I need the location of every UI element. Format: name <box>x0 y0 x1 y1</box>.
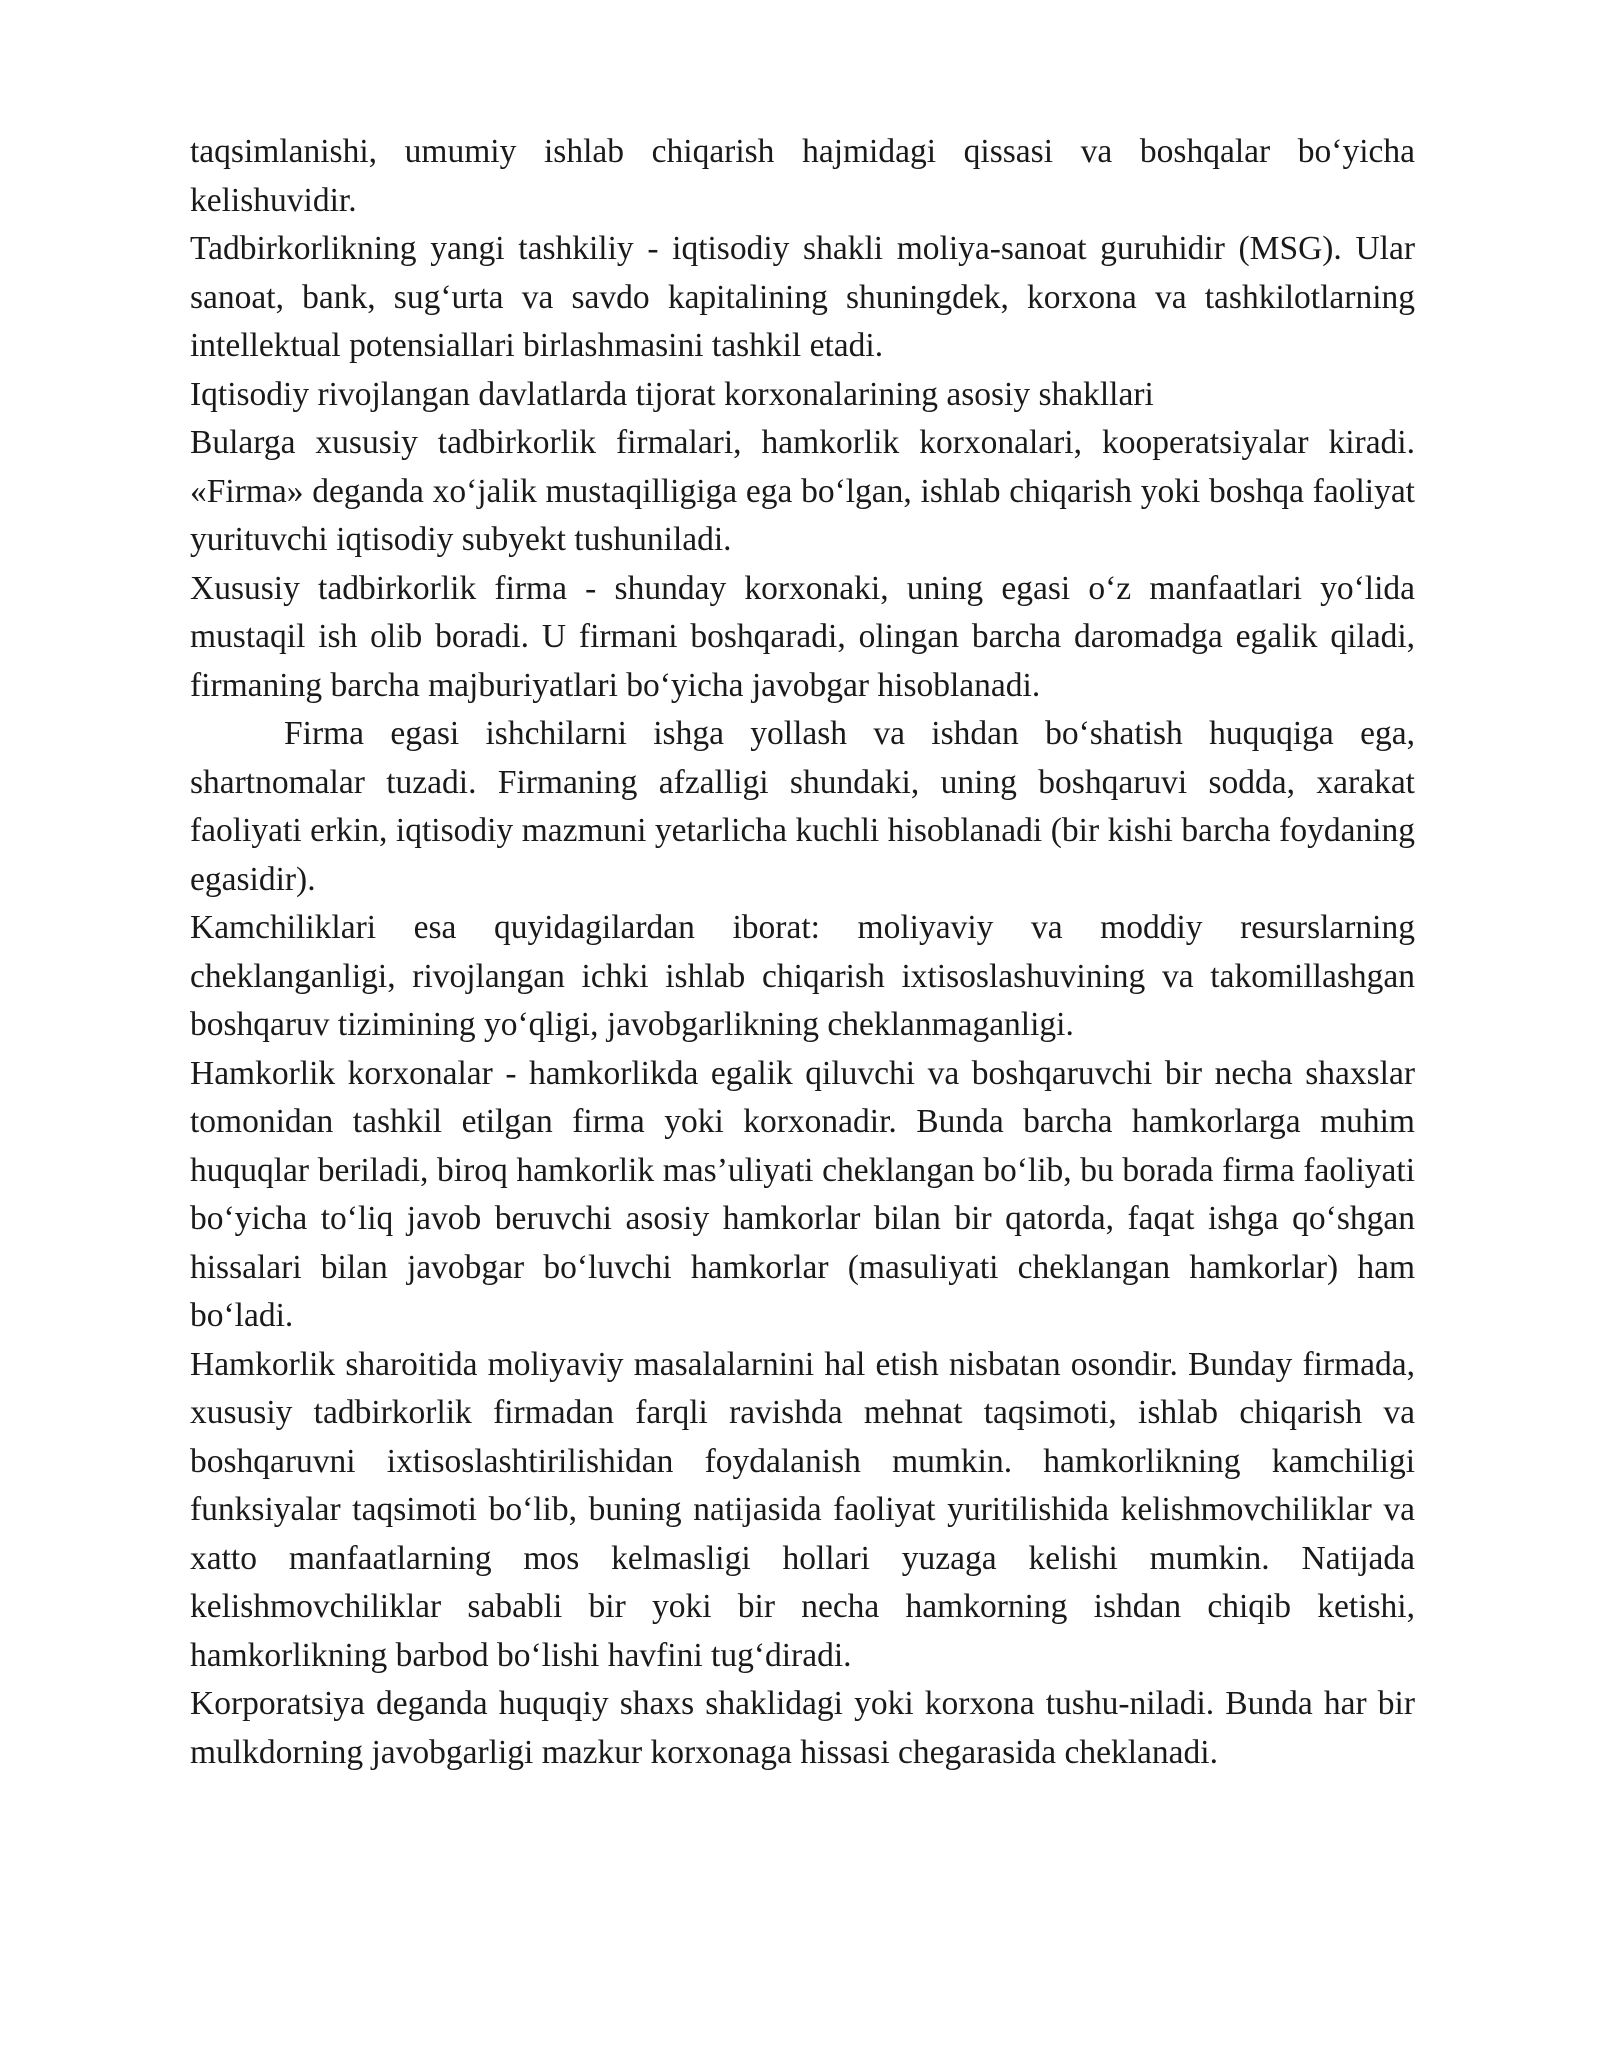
paragraph-8: Hamkorlik korxonalar - hamkorlikda egalik qiluvchi va boshqaruvchi bir necha shaxslar tomonidan tashkil etilgan firma yoki korxonadir. Bunda barcha hamkorlarga muhim huquqlar beriladi, biroq hamkorlik mas’uliyati cheklangan bo‘lib, bu borada firma faoliyati bo‘yicha to‘liq javob beruvchi asosiy hamkorlar bilan bir qatorda, faqat ishga qo‘shgan hissalari bilan javobgar bo‘luvchi hamkorlar (masuliyati cheklangan hamkorlar) ham bo‘ladi. <box>190 1054 1415 1334</box>
document-page <box>190 128 1415 1777</box>
paragraph-2: Tadbirkorlikning yangi tashkiliy - iqtisodiy shakli moliya-sanoat guruhidir (MSG). Ular sanoat, bank, sug‘urta va savdo kapitalining shuningdek, korxona va tashkilotlarning intellektual potensiallari birlashmasini tashkil etadi. <box>190 230 1415 364</box>
paragraph-9: Hamkorlik sharoitida moliyaviy masalalarnini hal etish nisbatan osondir. Bunday firmada, xususiy tadbirkorlik firmadan farqli ravishda mehnat taqsimoti, ishlab chiqarish va boshqaruvni ixtisoslashtirilishidan foydalanish mumkin. hamkorlikning kamchiligi funksiyalar taqsimoti bo‘lib, buning natijasida faoliyat yuritilishida kelishmovchiliklar va xatto manfaatlarning mos kelmasligi hollari yuzaga kelishi mumkin. Natijada kelishmovchiliklar sababli bir yoki bir necha hamkorning ishdan chiqib ketishi, hamkorlikning barbod bo‘lishi havfini tug‘diradi. <box>190 1345 1415 1674</box>
paragraph-6: Firma egasi ishchilarni ishga yollash va ishdan bo‘shatish huquqiga ega, shartnomalar tuzadi. Firmaning afzalligi shundaki, uning boshqaruvi sodda, xarakat faoliyati erkin, iqtisodiy mazmuni yetarlicha kuchli hisoblanadi (bir kishi barcha foydaning egasidir). <box>190 715 1415 898</box>
paragraph-1: taqsimlanishi, umumiy ishlab chiqarish hajmidagi qissasi va boshqalar bo‘yicha kelishuvidir. <box>190 133 1415 219</box>
paragraph-10: Korporatsiya deganda huquqiy shaxs shaklidagi yoki korxona tushu-niladi. Bunda har bir mulkdorning javobgarligi mazkur korxonaga hissasi chegarasida cheklanadi. <box>190 1685 1415 1771</box>
paragraph-4: Bularga xususiy tadbirkorlik firmalari, hamkorlik korxonalari, kooperatsiyalar kiradi. «Firma» deganda xo‘jalik mustaqilligiga ega bo‘lgan, ishlab chiqarish yoki boshqa faoliyat yurituvchi iqtisodiy subyekt tushuniladi. <box>190 424 1415 558</box>
section-heading: Iqtisodiy rivojlangan davlatlarda tijorat korxonalarining asosiy shakllari <box>190 375 1154 413</box>
paragraph-7: Kamchiliklari esa quyidagilardan iborat: moliyaviy va moddiy resurslarning cheklanganligi, rivojlangan ichki ishlab chiqarish ixtisoslashuvining va takomillashgan boshqaruv tizimining yo‘qligi, javobgarlikning cheklanmaganligi. <box>190 909 1415 1043</box>
paragraph-5: Xususiy tadbirkorlik firma - shunday korxonaki, uning egasi o‘z manfaatlari yo‘lida mustaqil ish olib boradi. U firmani boshqaradi, olingan barcha daromadga egalik qiladi, firmaning barcha majburiyatlari bo‘yicha javobgar hisoblanadi. <box>190 569 1415 704</box>
